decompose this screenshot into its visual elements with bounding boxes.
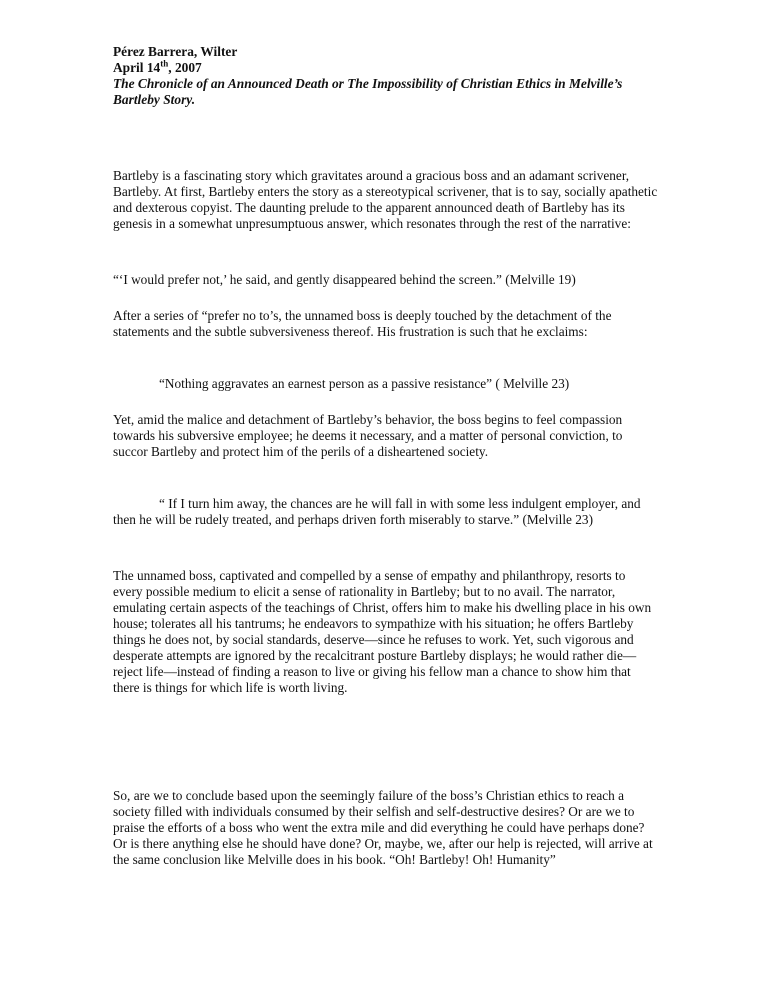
- paragraph-philanthropy: The unnamed boss, captivated and compelled by a sense of empathy and philanthropy, resorts to every possible medium to elicit a sense of rationality in Bartleby; but to no avail. The narrator, emulating certain aspects of the teachings of Christ, offers him to make his dwelling place in his own house; tolerates all his tantrums; he endeavors to sympathize with his situation; he offers Bartleby things he does not, by social standards, deserve—since he refuses to work. Yet, such vigorous and desperate attempts are ignored by the recalcitrant posture Bartleby displays; he would rather die—reject life—instead of finding a reason to live or giving his fellow man a chance to show him that there is things for which life is worth living.: [113, 568, 652, 695]
- document-title: The Chronicle of an Announced Death or The Impossibility of Christian Ethics in Melville’s Bartleby Story.: [113, 76, 623, 107]
- date-year: , 2007: [168, 60, 202, 75]
- author-name: Pérez Barrera, Wilter: [113, 44, 238, 59]
- date-month-day: April 14: [113, 60, 161, 75]
- document-page: [113, 44, 658, 867]
- paragraph-compassion: Yet, amid the malice and detachment of Bartleby’s behavior, the boss begins to feel compassion towards his subversive employee; he deems it necessary, and a matter of personal conviction, to succor Bartleby and protect him of the perils of a disheartened society.: [113, 412, 623, 459]
- date-ordinal-suffix: th: [160, 58, 169, 69]
- quote-passive-resistance: “Nothing aggravates an earnest person as a passive resistance” ( Melville 23): [159, 376, 570, 391]
- paragraph-conclusion: So, are we to conclude based upon the seemingly failure of the boss’s Christian ethics to reach a society filled with individuals consumed by their selfish and self-destructive desires? Or are we to praise the efforts of a boss who went the extra mile and did everything he could have perhaps done? Or is there anything else he should have done? Or, maybe, we, after our help is rejected, will arrive at the same conclusion like Melville does in his book. “Oh! Bartleby! Oh! Humanity”: [113, 788, 653, 867]
- quote-turn-him-away: [113, 496, 658, 528]
- paragraph-intro: Bartleby is a fascinating story which gravitates around a gracious boss and an adamant scrivener, Bartleby. At first, Bartleby enters the story as a stereotypical scrivener, that is to say, socially apathetic and dexterous copyist. The daunting prelude to the apparent announced death of Bartleby has its genesis in a somewhat unpresumptuous answer, which resonates through the rest of the narrative:: [113, 168, 658, 231]
- paragraph-frustration: After a series of “prefer no to’s, the unnamed boss is deeply touched by the detachment of the statements and the subtle subversiveness thereof. His frustration is such that he exclaims:: [113, 308, 612, 339]
- quote-turn-him-away-text: “ If I turn him away, the chances are he will fall in with some less indulgent employer, and then he will be rudely treated, and perhaps driven forth miserably to starve.” (Melville 23): [113, 496, 641, 527]
- quote-prefer-not: “‘I would prefer not,’ he said, and gently disappeared behind the screen.” (Melville 19): [113, 272, 576, 287]
- document-date: [113, 60, 658, 76]
